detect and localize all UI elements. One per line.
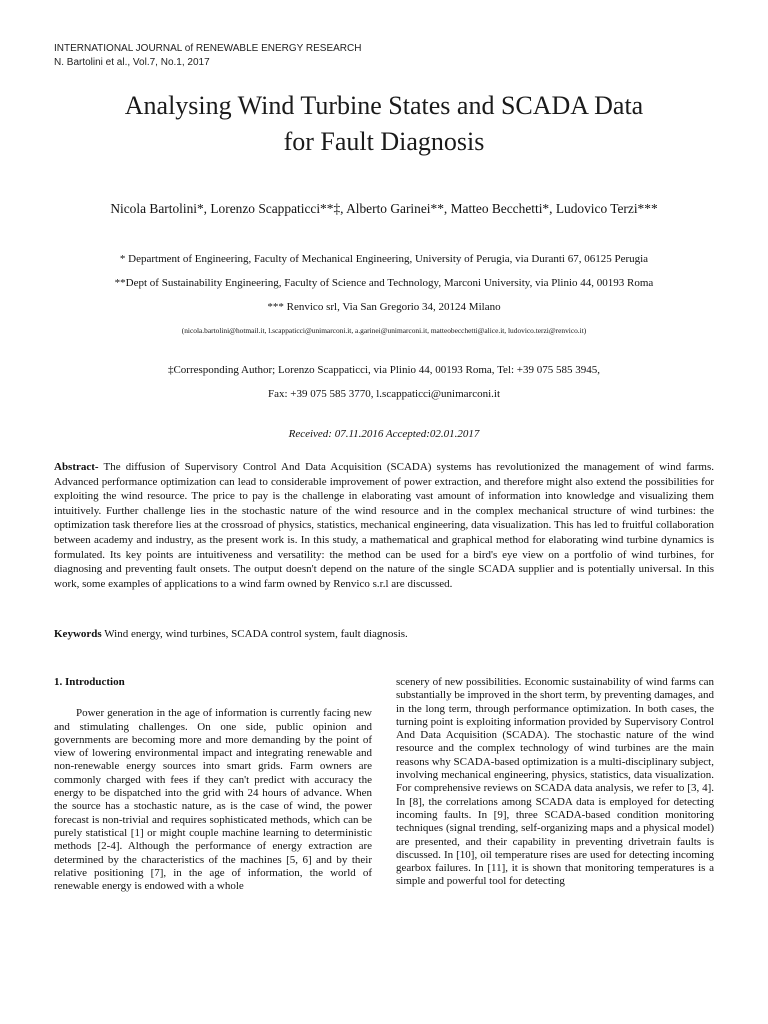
author-list: Nicola Bartolini*, Lorenzo Scappaticci**‡, Alberto Garinei**, Matteo Becchetti*, Ludovico Terzi***: [110, 201, 658, 216]
abstract: [54, 460, 714, 591]
affiliation-3: *** Renvico srl, Via San Gregorio 34, 20124 Milano: [267, 301, 501, 313]
keywords-text: Wind energy, wind turbines, SCADA control system, fault diagnosis.: [101, 628, 408, 640]
paper-title-line-1: Analysing Wind Turbine States and SCADA Data: [124, 91, 644, 120]
received-dates: Received: 07.11.2016 Accepted:02.01.2017: [288, 428, 480, 440]
journal-name: INTERNATIONAL JOURNAL of RENEWABLE ENERGY RESEARCH: [54, 43, 362, 54]
corresponding-contact: Fax: +39 075 585 3770, l.scappaticci@unimarconi.it: [267, 388, 500, 400]
journal-header: [54, 42, 361, 70]
section-heading: 1. Introduction: [54, 676, 125, 688]
paper-title-line-2: for Fault Diagnosis: [283, 127, 485, 156]
author-emails: (nicola.bartolini@hotmail.it, l.scappaticci@unimarconi.it, a.garinei@unimarconi.it, matteobecchetti@alice.it, ludovico.terzi@renvico.it): [181, 326, 587, 335]
paper-title: [40, 88, 728, 160]
left-column: [54, 676, 372, 893]
affiliation-1: * Department of Engineering, Faculty of Mechanical Engineering, University of Perugia, via Duranti 67, 06125 Perugia: [119, 253, 649, 265]
keywords-label: Keywords: [54, 628, 102, 640]
abstract-text: The diffusion of Supervisory Control And Data Acquisition (SCADA) systems has revolutionized the management of wind farms. Advanced performance optimization can lead to considerable improvement of power extraction, and therefore might also extend the possibilities for exploiting the wind resource. The price to pay is the challenge in elaborating vast amount of information into knowledge and visualizing them intuitively. Further challenge lies in the stochastic nature of the wind resource and in the complex mechanical structure of wind turbines: the optimization task therefore lies at the crossroad of physics, statistics, mechanical engineering, data visualization. This has led to fruitful collaboration between academy and industry, as the present work is. In this study, a mathematical and graphical method for elaborating wind turbine dynamics is formulated. Its key points are intuitiveness and versatility: the method can be used for a bird's eye view on a portfolio of wind turbines, for diagnosing and preventing fault onsets. The output doesn't depend on the nature of the single SCADA supplier and is potentially universal. In this work, some examples of applications to a wind farm owned by Renvico s.r.l are discussed.: [54, 461, 714, 590]
right-column: [396, 676, 714, 889]
intro-paragraph-right: scenery of new possibilities. Economic sustainability of wind farms can substantially be improved in the short term, by preventing damages, and in the long term, through performance optimization. In both cases, the turning point is exploiting information provided by Supervisory Control And Data Acquisition (SCADA). The stochastic nature of the wind resource and the complex technology of wind turbines are the main reasons why SCADA-based optimization is a multi-disciplinary subject, involving mechanical engineering, physics, statistics, data visualization. For comprehensive reviews on SCADA data analysis, we refer to [3, 4]. In [8], the correlations among SCADA data is employed for detecting incoming faults. In [9], three SCADA-based condition monitoring techniques (signal trending, self-organizing maps and a physical model) are presented, and their capability in preventing drivetrain faults is discussed. In [10], oil temperature rises are used for detecting incoming gearbox failures. In [11], it is shown that monitoring temperatures is a simple and powerful tool for detecting: [396, 676, 714, 888]
abstract-label: Abstract-: [54, 461, 99, 473]
corresponding-author: ‡Corresponding Author; Lorenzo Scappaticci, via Plinio 44, 00193 Roma, Tel: +39 075 585 3945,: [167, 364, 601, 376]
keywords: [54, 627, 714, 641]
affiliation-2: **Dept of Sustainability Engineering, Faculty of Science and Technology, Marconi University, via Plinio 44, 00193 Roma: [114, 277, 654, 289]
journal-citation: N. Bartolini et al., Vol.7, No.1, 2017: [54, 57, 210, 68]
intro-paragraph-left: Power generation in the age of information is currently facing new and stimulating challenges. On one side, public opinion and governments are becoming more and more demanding by the point of view of lowering environmental impact and integrating renewable and non-renewable energy sources into smart grids. Farm owners are commonly charged with fees if they can't predict with accuracy the energy to be dispatched into the grid with 24 hours of advance. When the source has a stochastic nature, as is the case of wind, the power forecast is non-trivial and requires sophisticated methods, which can be purely statistical [1] or might couple machine learning to deterministic methods [2-4]. Although the performance of energy extraction are determined by the characteristics of the machines [5, 6] and by their relative positioning [7], in the age of information, the world of renewable energy is endowed with a whole: [54, 707, 372, 893]
